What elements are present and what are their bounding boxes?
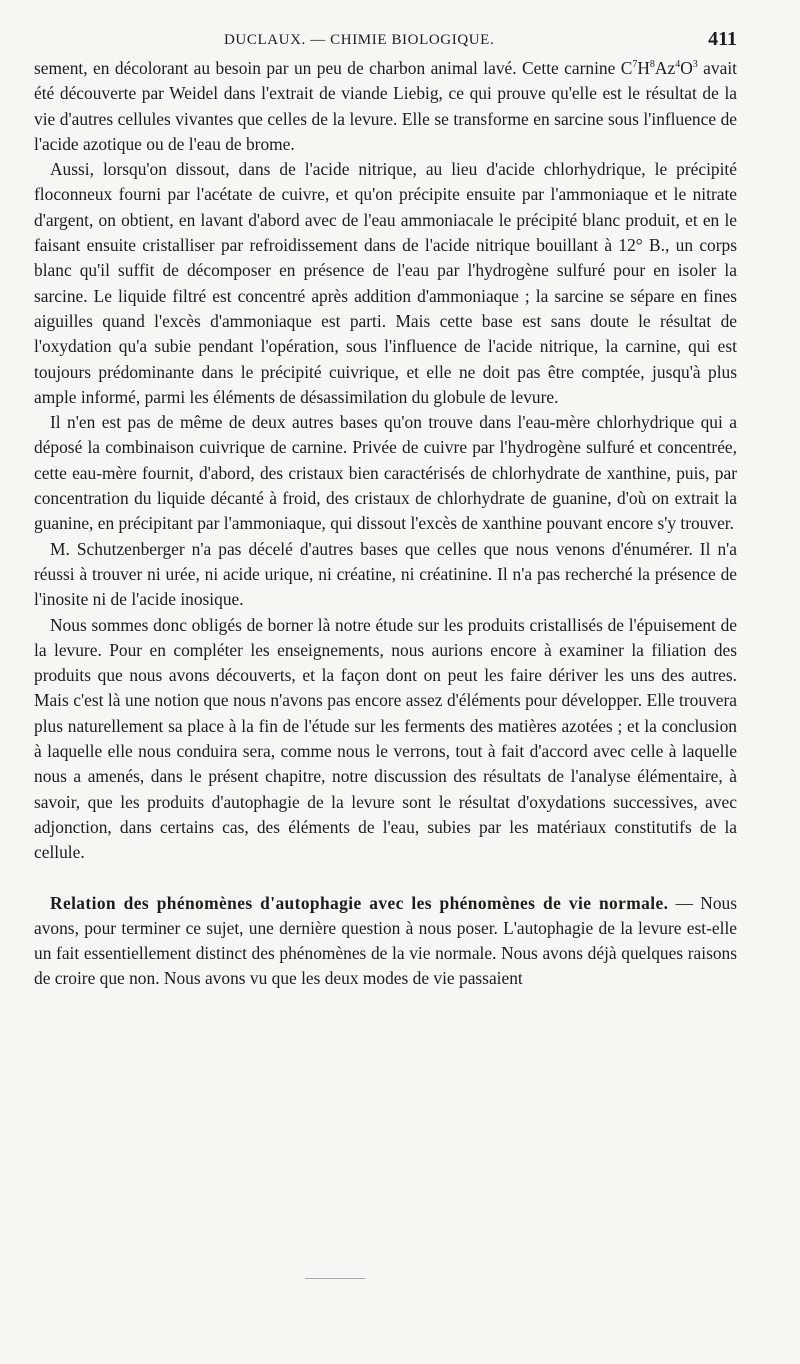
paragraph-carnine: sement, en décolorant au besoin par un peu de charbon animal lavé. Cette carnine $C^7H^8Az^4O^3$ avait été découverte par Weidel dans l'extrait de viande Liebig, ce qui prouve qu'elle est le résultat de la vie d'autres cellules vivantes que celles de la levure. Elle se transforme en sarcine sous l'influence de l'acide azotique ou de l'eau de brome. (34, 58, 737, 154)
paragraph-conclusion: Nous sommes donc obligés de borner là notre étude sur les produits cristallisés de l'épuisement de la levure. Pour en compléter les enseignements, nous aurions encore à examiner la filiation des produits que nous avons découverts, et la façon dont on peut les faire dériver les uns des autres. Mais c'est là une notion que nous n'avons pas encore assez d'éléments pour développer. Elle trouvera plus naturellement sa place à la fin de l'étude sur les ferments des matières azotées ; et la conclusion à laquelle elle nous conduira sera, comme nous le verrons, tout à fait d'accord avec celle à laquelle nous a amenés, dans le présent chapitre, notre discussion des résultats de l'analyse élémentaire, à savoir, que les produits d'autophagie de la levure sont le résultat d'oxydations successives, avec adjonction, dans certains cas, des éléments de l'eau, subies par les matériaux constitutifs de la cellule. (34, 614, 737, 863)
paragraph-schutzenberger: M. Schutzenberger n'a pas décelé d'autres bases que celles que nous venons d'énumérer. Il n'a réussi à trouver ni urée, ni acide urique, ni créatine, ni créatinine. Il n'a pas recherché la présence de l'inosite ni de l'acide inosique. (34, 538, 737, 610)
page-number: 411 (708, 28, 737, 50)
section-heading: Relation des phénomènes d'autophagie avec les phénomènes de vie normale. (50, 892, 669, 913)
section-text: — Nous avons, pour terminer ce sujet, une dernière question à nous poser. L'autophagie de la levure est-elle un fait essentiellement distinct des phénomènes de la vie normale. Nous avons déjà quelques raisons de croire que non. Nous avons vu que les deux modes de vie passaient (34, 892, 737, 989)
footer-rule (305, 1278, 365, 1279)
paragraph-sarcine: Aussi, lorsqu'on dissout, dans de l'acide nitrique, au lieu d'acide chlorhydrique, le précipité floconneux fourni par l'acétate de cuivre, et qu'on précipite ensuite par l'ammoniaque et le nitrate d'argent, on obtient, en lavant d'abord avec de l'eau ammoniacale le précipité blanc produit, et en le faisant ensuite cristalliser par refroidissement dans de l'acide nitrique bouillant à 12° B., un corps blanc qu'il suffit de décomposer en présence de l'eau par l'hydrogène sulfuré pour en isoler la sarcine. Le liquide filtré est concentré après addition d'ammoniaque ; la sarcine se sépare en fines aiguilles quand l'excès d'ammoniaque est parti. Mais cette base est sans doute le résultat de l'oxydation qu'a subie pendant l'opération, sous l'influence de l'acide nitrique, la carnine, qui est toujours prédominante dans le précipité cuivrique, et elle ne doit pas être comptée, jusqu'à plus ample informé, parmi les éléments de désassimilation du globule de levure. (34, 159, 737, 407)
page (34, 30, 737, 992)
paragraph-xanthine-guanine: Il n'en est pas de même de deux autres bases qu'on trouve dans l'eau-mère chlorhydrique qui a déposé la combinaison cuivrique de carnine. Privée de cuivre par l'hydrogène sulfuré et concentrée, cette eau-mère fournit, d'abord, des cristaux bien caractérisés de chlorhydrate de xanthine, puis, par concentration du liquide décanté à froid, des cristaux de chlorhydrate de guanine, d'où on extrait la guanine, en précipitant par l'ammoniaque, qui dissout l'excès de xanthine pouvant encore s'y trouver. (34, 412, 737, 534)
running-head: DUCLAUX. — CHIMIE BIOLOGIQUE. (224, 32, 495, 48)
section-autophagie (34, 891, 737, 992)
page-header (34, 30, 737, 56)
